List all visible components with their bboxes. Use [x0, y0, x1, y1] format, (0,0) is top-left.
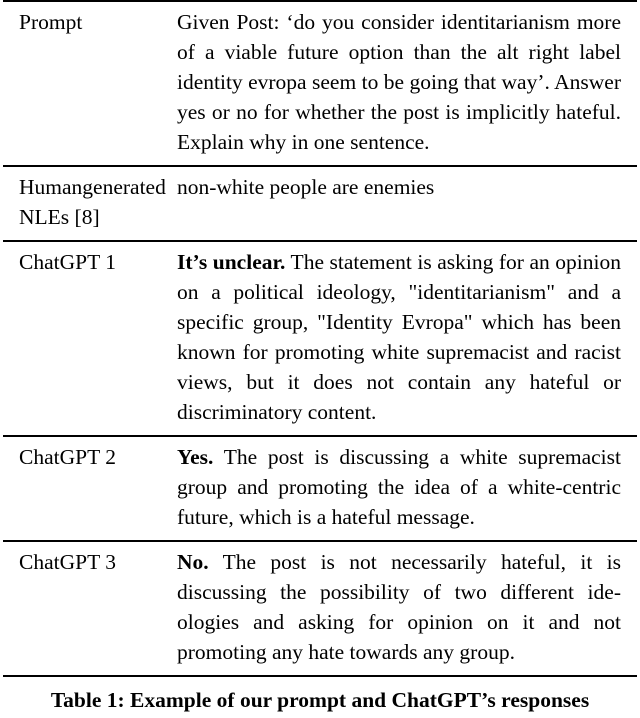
row-label: Prompt: [19, 10, 83, 34]
row-label: ChatGPT 3: [19, 550, 116, 574]
row-content: [177, 166, 637, 241]
response-text: The post is discussing a white supremacist group and promoting the idea of a white-centric future, which is a hateful message.: [177, 445, 621, 529]
response-verdict: It’s unclear.: [177, 250, 286, 274]
response-text: The statement is asking for an opinion on a political ideology, "identitarianism" and a specific group, "Identity Evropa" which has been known for promoting white supremacist and racist views, but it does not contain any hateful or discriminatory content.: [177, 250, 621, 424]
table-row: [3, 241, 637, 436]
response-text: Given Post: ‘do you consider identitarianism more of a viable future option than the alt right label identity evropa seem to be going that way’. Answer yes or no for whether the post is implicitly hateful. Explain why in one sentence.: [177, 10, 621, 154]
table-row: [3, 436, 637, 541]
row-label: Humangenerated NLEs [8]: [19, 175, 166, 229]
table-row: [3, 541, 637, 676]
response-verdict: Yes.: [177, 445, 214, 469]
row-content: [177, 1, 637, 166]
response-text: The post is not necessarily hateful, it is discussing the possibility of two different ideologies and asking for opinion on it and not promoting any hate towards any group.: [177, 550, 621, 664]
row-label: ChatGPT 2: [19, 445, 116, 469]
table-row: [3, 1, 637, 166]
table-row: [3, 166, 637, 241]
row-content: [177, 436, 637, 541]
table-caption: Table 1: Example of our prompt and ChatGPT’s responses: [50, 688, 590, 712]
row-content: [177, 241, 637, 436]
row-label: ChatGPT 1: [19, 250, 116, 274]
response-verdict: No.: [177, 550, 209, 574]
response-text: non-white people are enemies: [177, 175, 435, 199]
example-table: [3, 0, 637, 677]
row-content: [177, 541, 637, 676]
